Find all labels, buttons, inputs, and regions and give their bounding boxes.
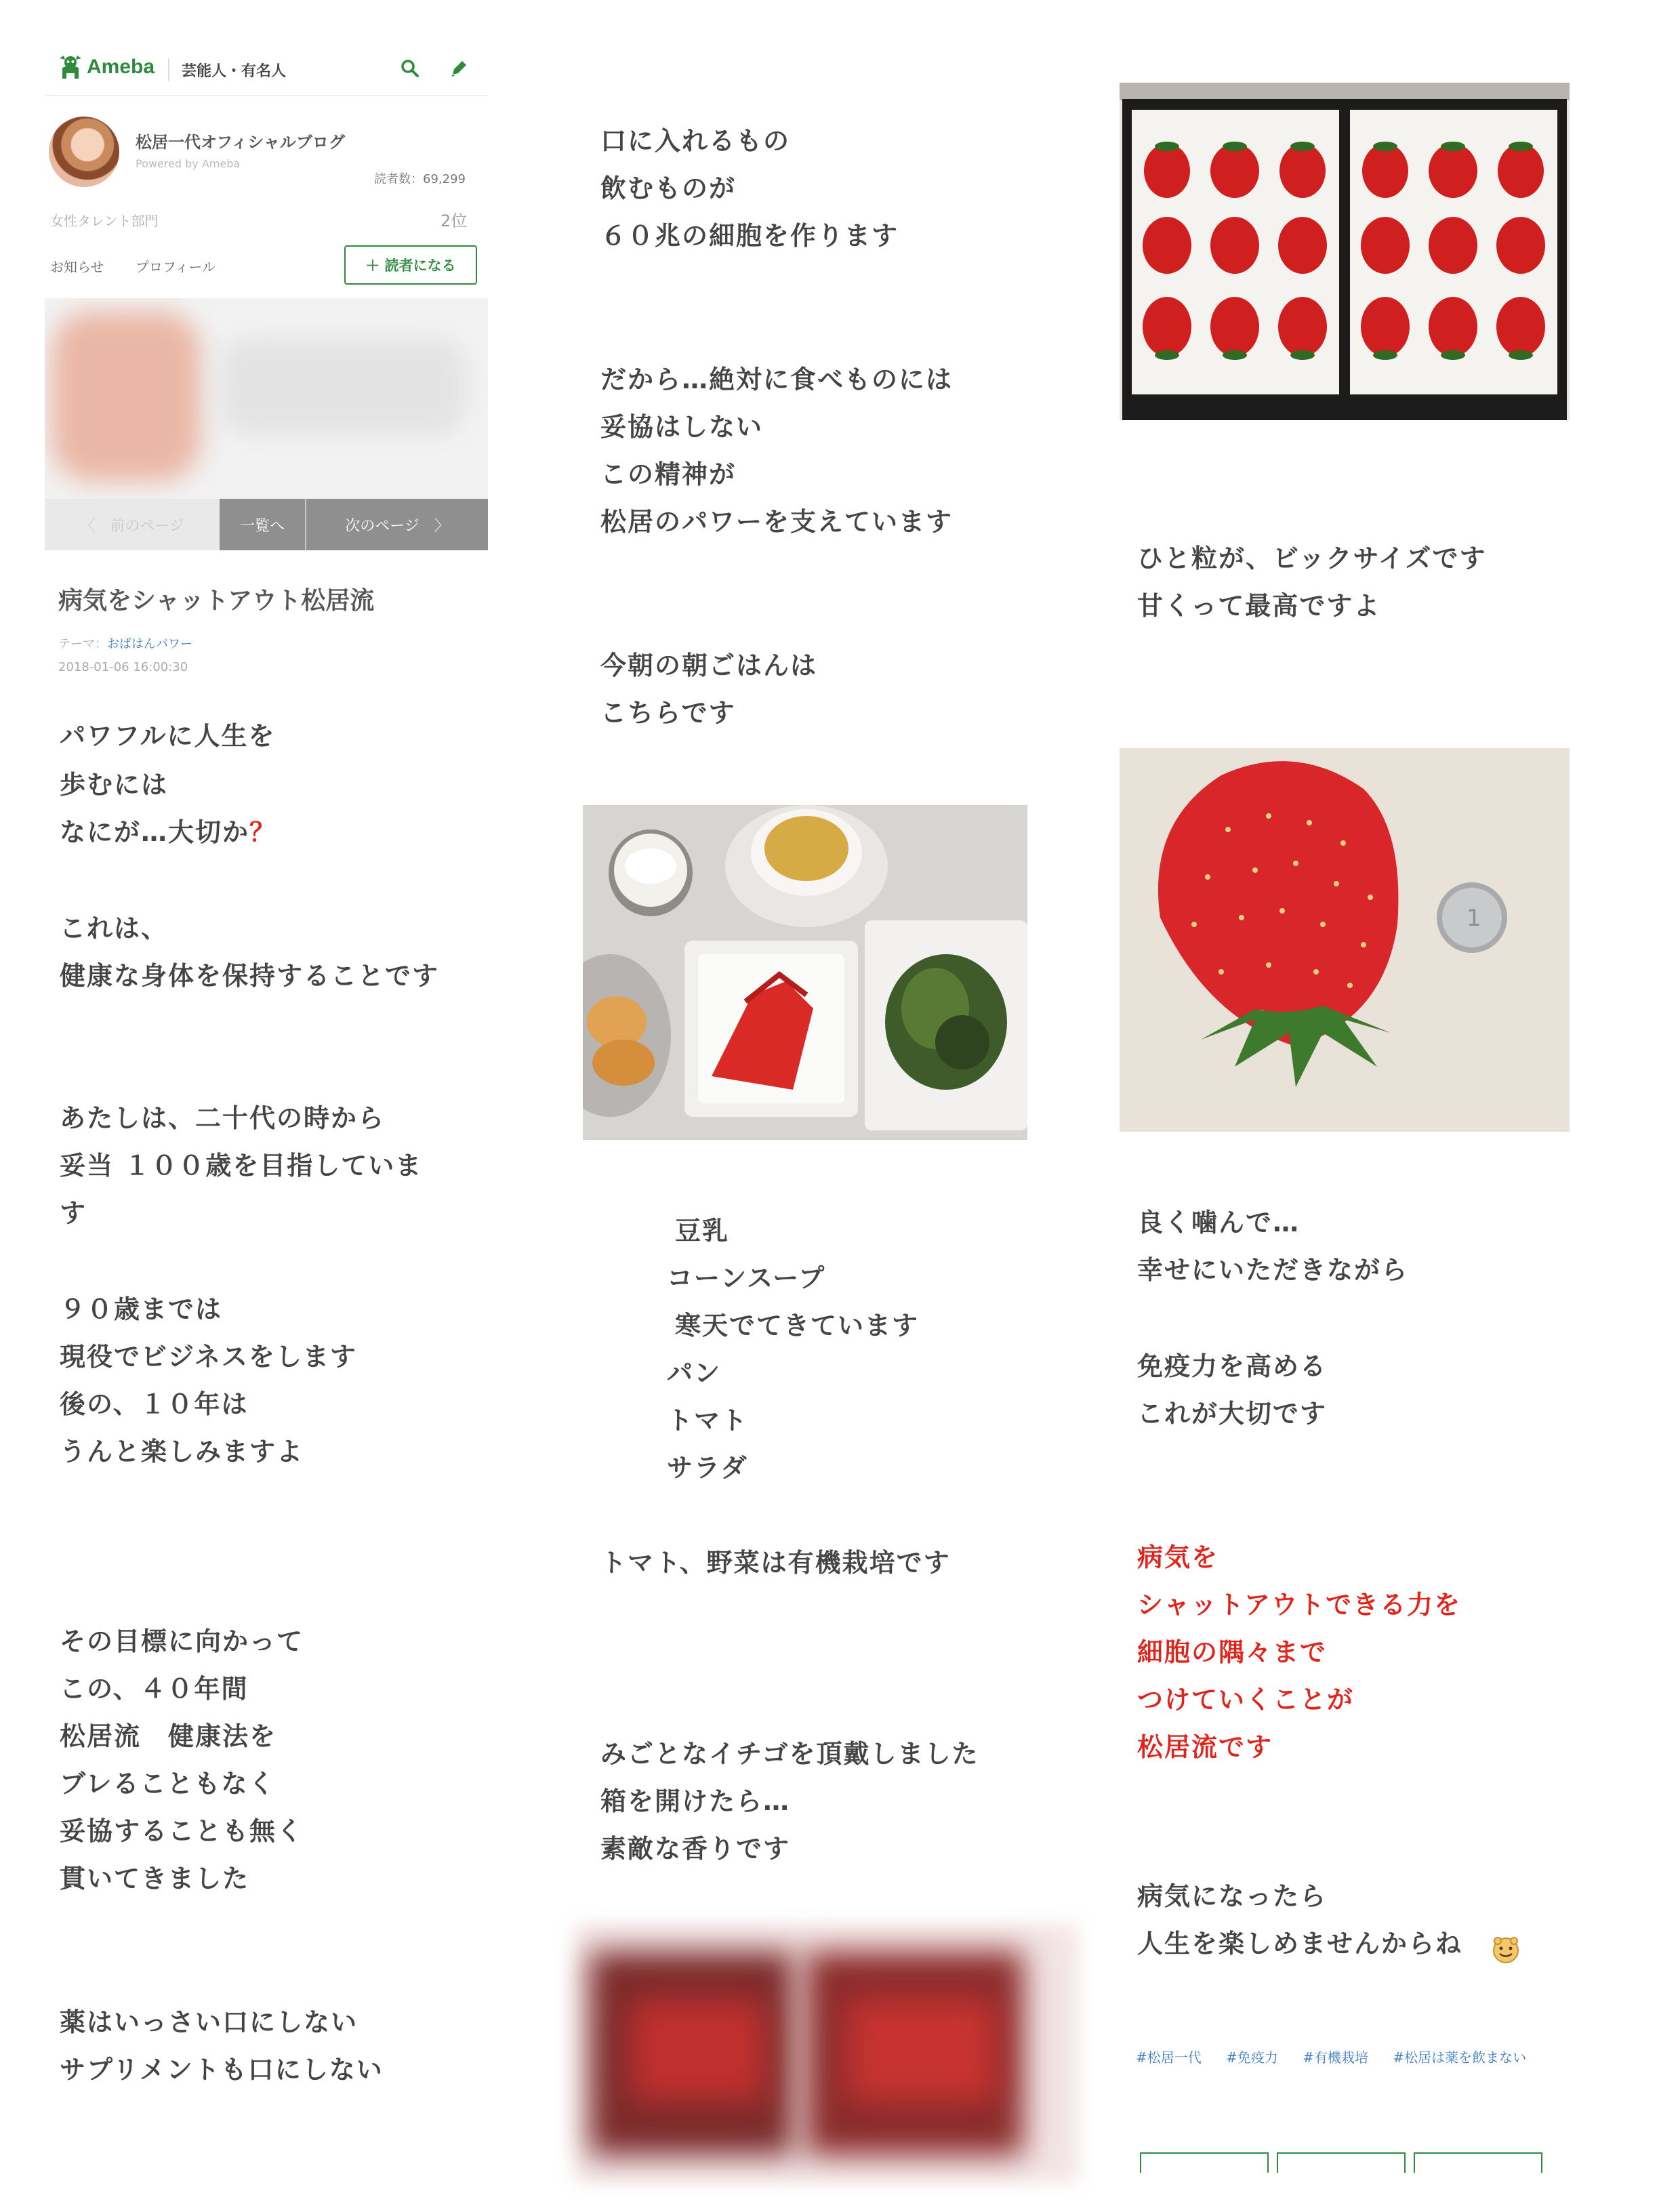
theme-label: テーマ：	[58, 637, 107, 651]
ameba-logo-text[interactable]: Ameba	[87, 56, 155, 78]
column-right	[1098, 0, 1659, 2212]
body-line: 妥当 １００歳を目指していま	[60, 1151, 423, 1181]
body-line: こちらです	[600, 698, 736, 728]
hashtag-list	[1136, 2047, 1547, 2066]
blurred-strawberry-photo	[549, 1898, 1098, 2212]
body-line: パワフルに人生を	[60, 721, 276, 751]
menu-line: 寒天でてきています	[675, 1311, 920, 1340]
body-line: サプリメントも口にしない	[60, 2055, 384, 2085]
avatar[interactable]	[49, 117, 119, 187]
body-line: トマト、野菜は有機栽培です	[600, 1548, 951, 1578]
pagination	[45, 499, 488, 550]
body-line: 松居のパワーを支えています	[600, 507, 954, 537]
body-line: うんと楽しみますよ	[60, 1437, 304, 1467]
header-divider-line	[45, 95, 488, 96]
body-line: 松居流 健康法を	[60, 1721, 277, 1751]
body-line: 幸せにいただきながら	[1137, 1255, 1409, 1285]
column-middle	[549, 0, 1098, 2212]
menu-line: 豆乳	[675, 1216, 730, 1246]
next-page-button[interactable]: 次のページ 〉	[306, 499, 488, 550]
become-reader-button[interactable]: ＋ 読者になる	[344, 245, 477, 285]
body-line: 箱を開けたら…	[600, 1786, 791, 1816]
share-tab[interactable]	[1277, 2152, 1406, 2173]
header-category[interactable]: 芸能人・有名人	[182, 63, 287, 80]
body-line: だから…絶対に食べものには	[600, 365, 954, 394]
body-line: 妥協はしない	[600, 412, 764, 442]
body-line: 口に入れるもの	[600, 126, 791, 156]
body-line: これが大切です	[1137, 1399, 1328, 1429]
menu-line: コーンスープ	[667, 1263, 826, 1293]
breakfast-photo[interactable]	[583, 805, 1027, 1140]
question-mark-icon: ？	[249, 817, 277, 847]
body-line: 人生を楽しめませんからね	[1137, 1929, 1463, 1959]
hashtag-link[interactable]: #免疫力	[1226, 2049, 1278, 2066]
ranking-value[interactable]: 2位	[441, 211, 468, 230]
hashtag-link[interactable]: #松居は薬を飲まない	[1393, 2049, 1527, 2066]
emphasis-line: つけていくことが	[1137, 1685, 1355, 1715]
search-icon[interactable]	[400, 58, 420, 79]
body-line: その目標に向かって	[60, 1626, 304, 1656]
entry-theme	[58, 634, 192, 652]
body-line: この精神が	[600, 459, 737, 489]
body-line: 現役でビジネスをします	[60, 1342, 357, 1372]
powered-by: Powered by Ameba	[136, 157, 241, 170]
body-line: 薬はいっさい口にしない	[60, 2007, 359, 2037]
body-line: 素敵な香りです	[600, 1834, 791, 1864]
prev-page-button[interactable]: 〈 前のページ	[45, 499, 220, 550]
column-left	[0, 0, 549, 2212]
emphasis-line: 病気を	[1137, 1542, 1219, 1572]
hashtag-link[interactable]: #有機栽培	[1303, 2049, 1369, 2066]
body-line: 病気になったら	[1137, 1881, 1328, 1911]
body-line: す	[60, 1198, 87, 1228]
share-tab[interactable]	[1140, 2152, 1269, 2173]
pencil-icon[interactable]	[449, 58, 468, 79]
menu-line: サラダ	[667, 1453, 748, 1483]
strawberry-box-photo[interactable]	[1120, 83, 1570, 420]
body-line: 甘くって最高ですよ	[1137, 591, 1381, 621]
body-line: 今朝の朝ごはんは	[600, 651, 818, 680]
nav-notice-link[interactable]: お知らせ	[50, 259, 104, 275]
share-tab[interactable]	[1414, 2152, 1542, 2173]
body-line: これは、	[60, 914, 169, 943]
list-page-button[interactable]: 一覧へ	[220, 499, 306, 550]
reader-count: 読者数：69,299	[374, 172, 466, 186]
body-line: 歩むには	[60, 770, 169, 800]
blurred-banner-image	[45, 298, 488, 499]
body-line: あたしは、二十代の時から	[60, 1103, 386, 1133]
theme-link[interactable]: おばはんパワー	[107, 637, 192, 651]
svg-text:1: 1	[1467, 905, 1481, 932]
body-line: ６０兆の細胞を作ります	[600, 221, 899, 251]
body-line: 免疫力を高める	[1137, 1351, 1328, 1381]
body-line: 良く噛んで…	[1137, 1208, 1300, 1237]
ranking-category[interactable]: 女性タレント部門	[50, 213, 159, 229]
emphasis-line: シャットアウトできる力を	[1137, 1590, 1462, 1620]
body-line: 貫いてきました	[60, 1864, 250, 1893]
emphasis-line: 細胞の隅々まで	[1137, 1637, 1328, 1667]
body-line: 飲むものが	[600, 173, 737, 203]
body-line: 妥協することも無く	[60, 1816, 304, 1846]
blog-title[interactable]: 松居一代オフィシャルブログ	[136, 133, 345, 152]
nav-profile-link[interactable]: プロフィール	[136, 259, 216, 275]
emphasis-line: 松居流です	[1137, 1732, 1273, 1762]
header-divider	[168, 58, 169, 81]
ameba-logo-icon[interactable]	[58, 54, 83, 81]
smiley-face-icon	[1490, 1933, 1522, 1965]
body-line: 後の、１０年は	[60, 1389, 249, 1419]
hashtag-link[interactable]: #松居一代	[1136, 2049, 1202, 2066]
body-line: ブレることもなく	[60, 1769, 276, 1799]
menu-line: トマト	[667, 1406, 749, 1435]
body-line: ひと粒が、ビックサイズです	[1137, 544, 1487, 573]
body-line: 健康な身体を保持することです	[60, 961, 440, 991]
body-line: ９０歳までは	[60, 1294, 223, 1324]
body-line: なにが…大切か？	[60, 817, 277, 847]
menu-line: パン	[667, 1358, 722, 1388]
body-line: この、４０年間	[60, 1674, 249, 1704]
big-strawberry-photo[interactable]	[1120, 748, 1570, 1132]
entry-date: 2018-01-06 16:00:30	[58, 660, 188, 674]
entry-title[interactable]: 病気をシャットアウト松居流	[58, 587, 375, 615]
body-line: みごとなイチゴを頂戴しました	[600, 1739, 979, 1769]
